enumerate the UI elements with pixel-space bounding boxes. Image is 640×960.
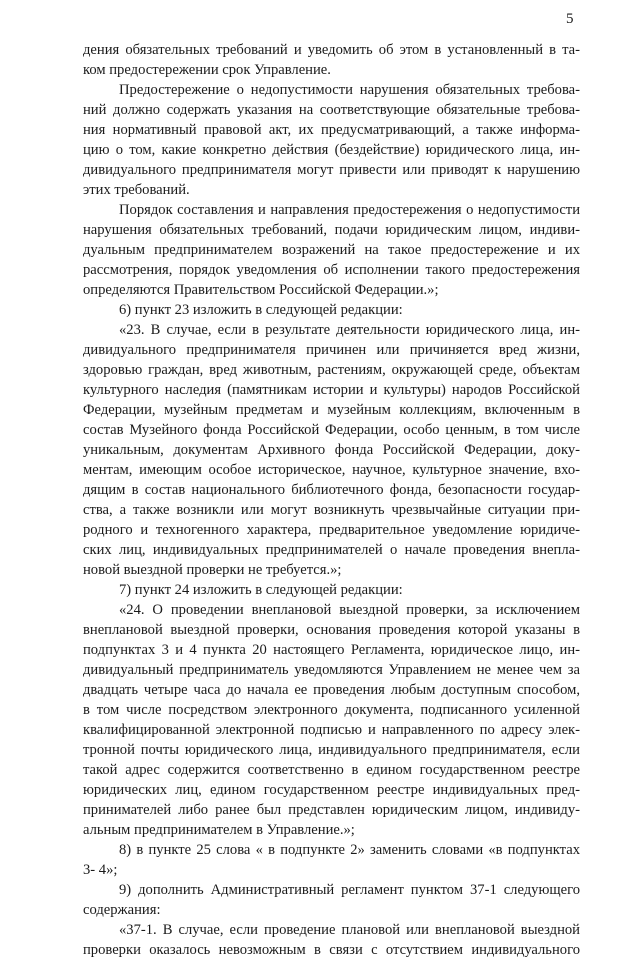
paragraph xyxy=(83,920,580,960)
paragraph xyxy=(83,320,580,580)
text-line: дуальным предпринимателем возражений на такое предостережение и их xyxy=(83,242,580,258)
text-line: в том числе посредством электронного документа, подписанного усиленной xyxy=(83,702,580,718)
paragraph xyxy=(83,80,580,200)
text-line: этих требований. xyxy=(83,182,190,198)
text-line: 7) пункт 24 изложить в следующей редакции: xyxy=(119,582,403,598)
text-line: состав Музейного фонда Российской Федерации, особо ценным, в том числе xyxy=(83,422,580,438)
text-line: дящим в состав национального библиотечного фонда, безопасности государ- xyxy=(83,482,580,498)
text-line: ком предостережении срок Управление. xyxy=(83,62,331,78)
document-body xyxy=(83,40,580,960)
text-line: «23. В случае, если в результате деятельности юридического лица, ин- xyxy=(119,322,580,338)
paragraph xyxy=(83,880,580,920)
text-line: содержания: xyxy=(83,902,161,918)
text-line: дения обязательных требований и уведомить об этом в установленный в та- xyxy=(83,42,580,58)
text-line: ских лиц, индивидуальных предпринимателей о начале проведения внепла- xyxy=(83,542,580,558)
text-line: Предостережение о недопустимости нарушения обязательных требова- xyxy=(119,82,580,98)
text-line: 3- 4»; xyxy=(83,862,118,878)
text-line: ний должно содержать указания на соответствующие обязательные требова- xyxy=(83,102,580,118)
text-line: 8) в пункте 25 слова « в подпункте 2» заменить словами «в подпунктах xyxy=(119,842,580,858)
text-line: здоровью граждан, вред животным, растениям, окружающей среде, объектам xyxy=(83,362,580,378)
text-line: Порядок составления и направления предостережения о недопустимости xyxy=(119,202,580,218)
text-line: рассмотрения, порядок уведомления об исполнении такого предостережения xyxy=(83,262,580,278)
text-line: «37-1. В случае, если проведение плановой или внеплановой выездной xyxy=(119,922,580,938)
text-line: двадцать четыре часа до начала ее проведения любым доступным способом, xyxy=(83,682,580,698)
paragraph xyxy=(83,200,580,300)
paragraph xyxy=(83,40,580,80)
text-line: ментам, имеющим особое историческое, научное, культурное значение, вхо- xyxy=(83,462,580,478)
text-line: принимателей либо ранее был представлен юридическим лицом, индивиду- xyxy=(83,802,580,818)
paragraph xyxy=(83,580,580,600)
text-line: цию о том, какие конкретно действия (бездействие) юридического лица, ин- xyxy=(83,142,580,158)
text-line: квалифицированной электронной подписью и направленного по адресу элек- xyxy=(83,722,580,738)
paragraph xyxy=(83,600,580,840)
text-line: дивидуального предпринимателя причинен или причиняется вред жизни, xyxy=(83,342,580,358)
text-line: Федерации, музейным предметам и музейным коллекциям, включенным в xyxy=(83,402,580,418)
text-line: юридических лиц, едином государственном реестре индивидуальных пред- xyxy=(83,782,580,798)
text-line: проверки оказалось невозможным в связи с отсутствием индивидуального xyxy=(83,942,580,958)
text-line: «24. О проведении внеплановой выездной проверки, за исключением xyxy=(119,602,580,618)
page-number: 5 xyxy=(566,11,574,27)
paragraph xyxy=(83,840,580,880)
text-line: внеплановой выездной проверки, основания проведения которой указаны в xyxy=(83,622,580,638)
text-line: 9) дополнить Административный регламент пунктом 37-1 следующего xyxy=(119,882,580,898)
paragraph xyxy=(83,300,580,320)
text-line: такой адрес содержится соответственно в едином государственном реестре xyxy=(83,762,580,778)
text-line: родного и техногенного характера, предварительное уведомление юридиче- xyxy=(83,522,580,538)
text-line: альным предпринимателем в Управление.»; xyxy=(83,822,355,838)
text-line: нарушения обязательных требований, подачи юридическим лицом, индиви- xyxy=(83,222,580,238)
text-line: ния нормативный правовой акт, их предусматривающий, а также информа- xyxy=(83,122,580,138)
text-line: подпунктах 3 и 4 пункта 20 настоящего Регламента, юридическое лицо, ин- xyxy=(83,642,580,658)
text-line: 6) пункт 23 изложить в следующей редакции: xyxy=(119,302,403,318)
text-line: тронной почты юридического лица, индивидуального предпринимателя, если xyxy=(83,742,580,758)
text-line: определяются Правительством Российской Федерации.»; xyxy=(83,282,439,298)
text-line: дивидуального предпринимателя могут привести или приводят к нарушению xyxy=(83,162,580,178)
text-line: ства, а также возникли или могут возникнуть чрезвычайные ситуации при- xyxy=(83,502,580,518)
text-line: дивидуальный предприниматель уведомляются Управлением не менее чем за xyxy=(83,662,580,678)
text-line: культурного наследия (памятникам истории и культуры) народов Российской xyxy=(83,382,580,398)
text-line: уникальным, документам Архивного фонда Российской Федерации, доку- xyxy=(83,442,580,458)
text-line: новой выездной проверки не требуется.»; xyxy=(83,562,342,578)
